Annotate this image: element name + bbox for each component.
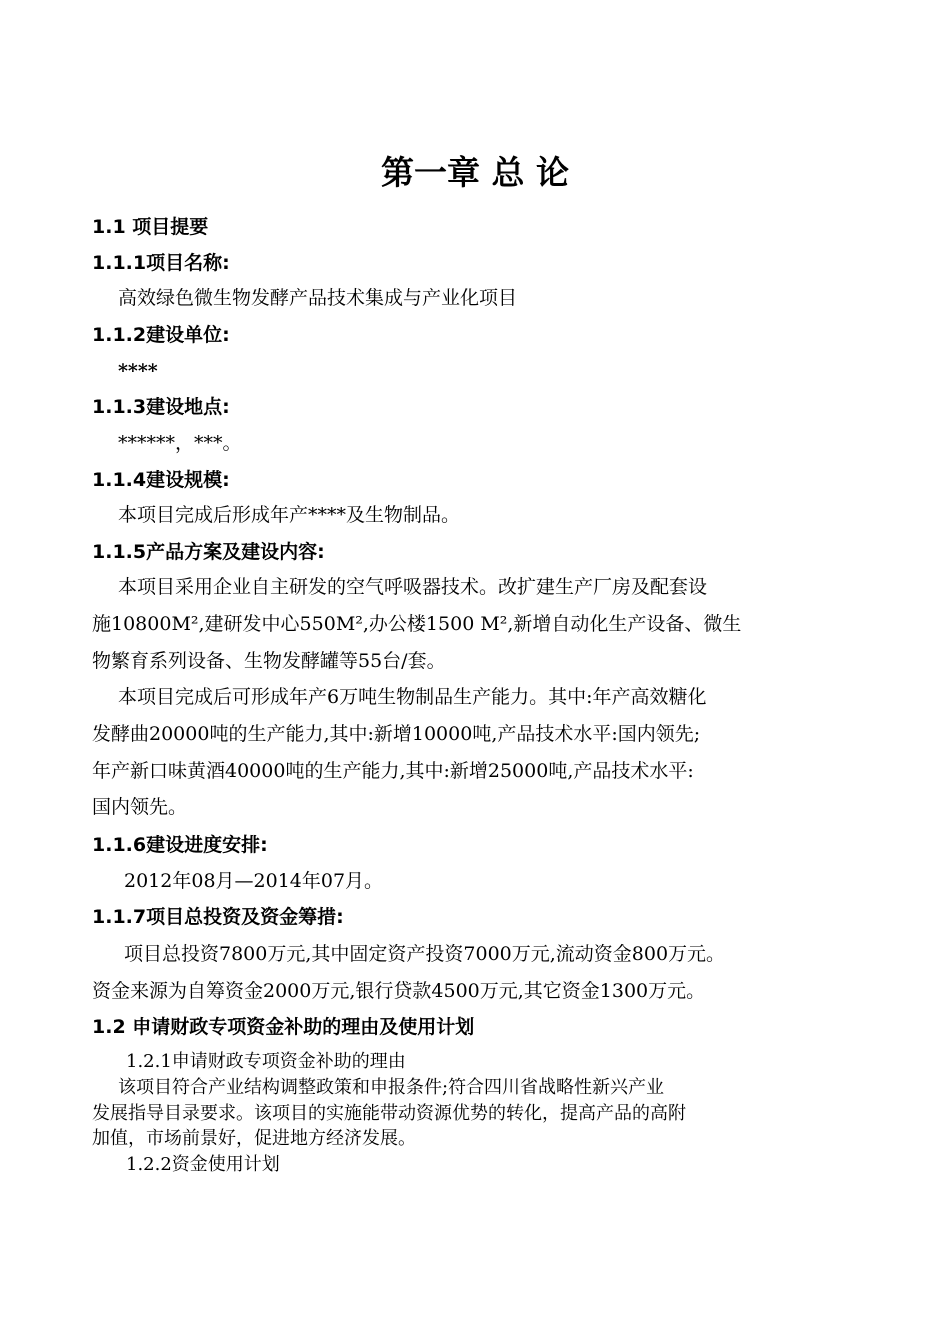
content-paragraph-2-line-3: 年产新口味黄酒40000吨的生产能力,其中:新增25000吨,产品技术水平: xyxy=(92,760,694,782)
heading-1-1-3: 1.1.3建设地点: xyxy=(92,396,230,418)
investment-line-1: 项目总投资7800万元,其中固定资产投资7000万元,流动资金800万元。 xyxy=(124,943,726,965)
investment-line-2: 资金来源为自筹资金2000万元,银行贷款4500万元,其它资金1300万元。 xyxy=(92,980,706,1002)
content-paragraph-2-line-1: 本项目完成后可形成年产6万吨生物制品生产能力。其中:年产高效糖化 xyxy=(118,686,707,708)
reason-line-1: 该项目符合产业结构调整政策和申报条件;符合四川省战略性新兴产业 xyxy=(118,1077,665,1098)
content-paragraph-1-line-1: 本项目采用企业自主研发的空气呼吸器技术。改扩建生产厂房及配套设 xyxy=(118,576,708,598)
construction-unit-text: **** xyxy=(118,360,158,382)
project-name-text: 高效绿色微生物发酵产品技术集成与产业化项目 xyxy=(118,287,518,309)
reason-line-3: 加值，市场前景好，促进地方经济发展。 xyxy=(92,1128,416,1149)
heading-1-1-4: 1.1.4建设规模: xyxy=(92,469,230,491)
content-paragraph-2-line-4: 国内领先。 xyxy=(92,796,188,818)
heading-1-1-7: 1.1.7项目总投资及资金筹措: xyxy=(92,906,344,928)
reason-line-2: 发展指导目录要求。该项目的实施能带动资源优势的转化，提高产品的高附 xyxy=(92,1103,686,1124)
content-paragraph-2-line-2: 发酵曲20000吨的生产能力,其中:新增10000吨,产品技术水平:国内领先; xyxy=(92,723,701,745)
heading-1-1-5: 1.1.5产品方案及建设内容: xyxy=(92,541,325,563)
heading-1-1-1: 1.1.1项目名称: xyxy=(92,252,230,274)
schedule-text: 2012年08月—2014年07月。 xyxy=(124,870,384,892)
heading-1-1-2: 1.1.2建设单位: xyxy=(92,324,230,346)
subheading-1-2-2: 1.2.2资金使用计划 xyxy=(126,1154,280,1175)
section-heading-1-2: 1.2 申请财政专项资金补助的理由及使用计划 xyxy=(92,1016,475,1038)
chapter-title: 第一章 总 论 xyxy=(381,153,569,192)
construction-site-text: ******，***。 xyxy=(118,432,242,454)
scale-text: 本项目完成后形成年产****及生物制品。 xyxy=(118,504,461,526)
content-paragraph-1-line-2: 施10800M²,建研发中心550M²,办公楼1500 M²,新增自动化生产设备、微生 xyxy=(92,613,742,635)
section-heading-1-1: 1.1 项目提要 xyxy=(92,216,209,238)
content-paragraph-1-line-3: 物繁育系列设备、生物发酵罐等55台/套。 xyxy=(92,650,446,672)
heading-1-1-6: 1.1.6建设进度安排: xyxy=(92,834,268,856)
subheading-1-2-1: 1.2.1申请财政专项资金补助的理由 xyxy=(126,1051,406,1072)
